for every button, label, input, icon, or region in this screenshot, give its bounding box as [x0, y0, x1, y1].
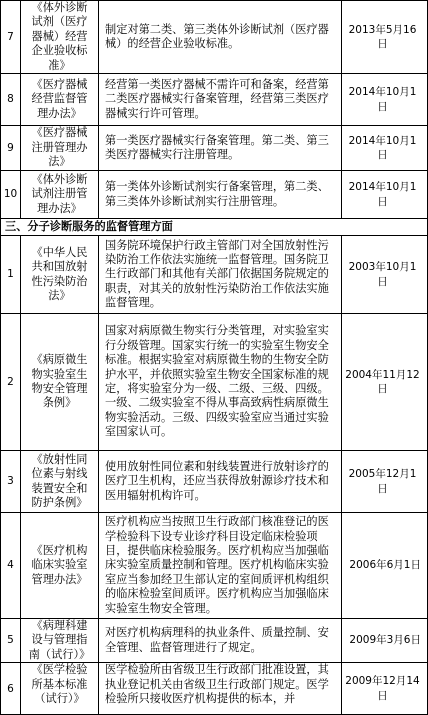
effective-date: 2004年11月12日: [342, 314, 428, 451]
row-number: 8: [1, 74, 21, 126]
effective-date: 2009年3月6日: [342, 619, 428, 663]
regulation-description: 医学检验所由省级卫生行政部门批准设置，其执业登记机关由省级卫生行政部门规定。医学检验所只接收医疗机构提供的标本，并: [99, 663, 342, 715]
effective-date: 2009年12月14日: [342, 663, 428, 715]
regulation-description: 对医疗机构病理科的执业条件、质量控制、安全管理、监督管理进行了规定。: [99, 619, 342, 663]
regulation-description: 国务院环境保护行政主管部门对全国放射性污染防治工作依法实施统一监督管理。国务院卫生行政部门和其他有关部门依据国务院规定的职责，对其关的放射性污染防治工作依法实施监督管理。: [99, 236, 342, 314]
effective-date: 2006年6月1日: [342, 513, 428, 619]
table-row: [1, 171, 428, 219]
regulation-name: 《体外诊断试剂（医疗器械）经营企业验收标准》: [21, 1, 99, 74]
effective-date: 2014年10月1日: [342, 74, 428, 126]
regulation-description: 经营第一类医疗器械不需许可和备案，经营第二类医疗器械实行备案管理，经营第三类医疗器械实行许可管理。: [99, 74, 342, 126]
regulation-description: 医疗机构应当按照卫生行政部门核准登记的医学检验科下设专业诊疗科目设定临床检验项目，提供临床检验服务。医疗机构应当加强临床实验室质量控制和管理。医疗机构临床实验室应当参加经卫生部认定的室间质评机构组织的临床检验室间质评。医疗机构应当加强临床实验室生物安全管理。: [99, 513, 342, 619]
effective-date: 2014年10月1日: [342, 171, 428, 219]
row-number: 2: [1, 314, 21, 451]
regulation-name: 《中华人民共和国放射性污染防治法》: [21, 236, 99, 314]
regulation-description: 使用放射性同位素和射线装置进行放射诊疗的医疗卫生机构，还应当获得放射源诊疗技术和医用辐射机构许可。: [99, 451, 342, 513]
regulation-description: 制定对第二类、第三类体外诊断试剂（医疗器械）的经营企业验收标准。: [99, 1, 342, 74]
row-number: 3: [1, 451, 21, 513]
effective-date: 2005年12月1日: [342, 451, 428, 513]
table-row: [1, 619, 428, 663]
row-number: 6: [1, 663, 21, 715]
effective-date: 2003年10月1日: [342, 236, 428, 314]
regulation-name: 《医学检验所基本标准（试行）》: [21, 663, 99, 715]
effective-date: 2014年10月1日: [342, 126, 428, 171]
table-row: [1, 314, 428, 451]
table-row: [1, 1, 428, 74]
table-row: [1, 513, 428, 619]
row-number: 7: [1, 1, 21, 74]
regulation-name: 《医疗机构临床实验室管理办法》: [21, 513, 99, 619]
row-number: 4: [1, 513, 21, 619]
regulation-name: 《医疗器械注册管理办法》: [21, 126, 99, 171]
regulation-description: 第一类医疗器械实行备案管理。第二类、第三类医疗器械实行注册管理。: [99, 126, 342, 171]
regulation-name: 《医疗器械经营监督管理办法》: [21, 74, 99, 126]
table-row: [1, 663, 428, 715]
section-title: 三、分子诊断服务的监督管理方面: [1, 219, 428, 236]
section-header-row: [1, 219, 428, 236]
row-number: 1: [1, 236, 21, 314]
row-number: 9: [1, 126, 21, 171]
effective-date: 2013年5月16日: [342, 1, 428, 74]
table-row: [1, 236, 428, 314]
regulation-name: 《病原微生物实验室生物安全管理条例》: [21, 314, 99, 451]
table-row: [1, 126, 428, 171]
regulation-description: 第一类体外诊断试剂实行备案管理，第二类、第三类体外诊断试剂实行注册管理。: [99, 171, 342, 219]
table-row: [1, 451, 428, 513]
row-number: 5: [1, 619, 21, 663]
regulation-description: 国家对病原微生物实行分类管理，对实验室实行分级管理。国家实行统一的实验室生物安全标准。根据实验室对病原微生物的生物安全防护水平，并依照实验室生物安全国家标准的规定，将实验室分为一级、二级、三级、四级。一级、二级实验室不得从事高致病性病原微生物实验活动。三级、四级实验室应当通过实验室国家认可。: [99, 314, 342, 451]
row-number: 10: [1, 171, 21, 219]
regulation-name: 《放射性同位素与射线装置安全和防护条例》: [21, 451, 99, 513]
table-row: [1, 74, 428, 126]
regulation-name: 《病理科建设与管理指南（试行）》: [21, 619, 99, 663]
regulation-name: 《体外诊断试剂注册管理办法》: [21, 171, 99, 219]
